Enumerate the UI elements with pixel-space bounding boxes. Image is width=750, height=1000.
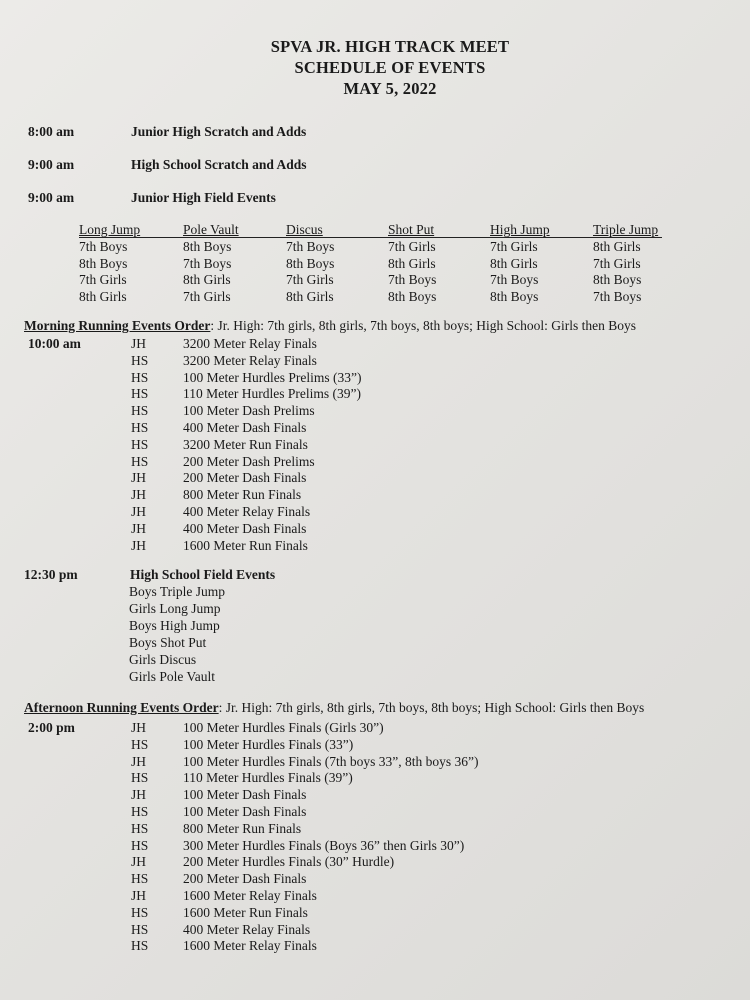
field-group: 7th Boys [79, 238, 128, 254]
event-row [0, 504, 750, 521]
event-row [0, 454, 750, 471]
field-group: 7th Girls [490, 238, 538, 254]
field-group: 8th Girls [286, 289, 334, 305]
field-group: 7th Girls [388, 238, 436, 254]
field-group: 7th Girls [593, 255, 641, 271]
start-time: 2:00 pm [28, 720, 75, 735]
event-row [0, 737, 750, 754]
event-name: 200 Meter Hurdles Finals (30” Hurdle) [183, 854, 395, 870]
hs-field-time: 12:30 pm [24, 567, 78, 582]
event-name: 110 Meter Hurdles Finals (39”) [183, 770, 353, 786]
event-name: 100 Meter Dash Finals [183, 787, 307, 803]
event-name: 100 Meter Dash Prelims [183, 403, 315, 419]
event-name: 3200 Meter Run Finals [183, 436, 308, 452]
field-group: 8th Girls [388, 255, 436, 271]
event-name: 3200 Meter Relay Finals [183, 336, 317, 351]
morning-events [0, 336, 750, 554]
field-column [593, 222, 658, 306]
event-name: 400 Meter Dash Finals [183, 520, 307, 536]
event-row [0, 521, 750, 538]
event-name: 100 Meter Hurdles Finals (33”) [183, 736, 354, 752]
list-item: Boys Shot Put [129, 634, 207, 650]
event-level: HS [131, 369, 149, 385]
schedule-description: Junior High Scratch and Adds [131, 124, 307, 139]
field-group: 8th Girls [183, 272, 231, 288]
field-group: 7th Girls [183, 289, 231, 305]
field-column [183, 222, 239, 306]
event-row [0, 754, 750, 771]
event-row [0, 838, 750, 855]
event-level: JH [131, 336, 147, 351]
event-name: 110 Meter Hurdles Prelims (39”) [183, 386, 361, 402]
field-group: 7th Boys [593, 289, 642, 305]
event-name: 400 Meter Dash Finals [183, 419, 307, 435]
event-name: 100 Meter Dash Finals [183, 803, 307, 819]
event-level: HS [131, 419, 149, 435]
event-row [0, 437, 750, 454]
event-level: HS [131, 736, 149, 752]
schedule-description: Junior High Field Events [131, 190, 276, 205]
field-column [388, 222, 436, 306]
afternoon-order-label: Afternoon Running Events Order [24, 700, 219, 715]
hs-field-heading: High School Field Events [130, 567, 276, 582]
field-group: 7th Boys [286, 238, 335, 254]
event-row [0, 871, 750, 888]
field-event-name: High Jump [490, 222, 550, 237]
event-name: 1600 Meter Run Finals [183, 904, 308, 920]
event-row [0, 353, 750, 370]
event-level: HS [131, 921, 149, 937]
event-level: JH [131, 520, 147, 536]
event-name: 1600 Meter Relay Finals [183, 887, 317, 903]
schedule-title: SCHEDULE OF EVENTS [294, 58, 486, 77]
event-level: JH [131, 753, 147, 769]
event-level: HS [131, 453, 149, 469]
schedule-time: 9:00 am [28, 190, 75, 205]
event-level: HS [131, 386, 149, 402]
event-name: 100 Meter Hurdles Finals (7th boys 33”, 8th boys 36”) [183, 753, 479, 769]
event-level: HS [131, 803, 149, 819]
event-level: HS [131, 820, 149, 836]
field-group: 8th Girls [79, 289, 127, 305]
field-group: 8th Boys [388, 289, 437, 305]
event-name: 200 Meter Dash Finals [183, 871, 307, 887]
event-name: 1600 Meter Run Finals [183, 537, 308, 553]
event-row [0, 922, 750, 939]
event-level: JH [131, 537, 147, 553]
event-level: JH [131, 720, 147, 735]
event-name: 800 Meter Run Finals [183, 487, 302, 503]
field-group: 8th Boys [183, 238, 232, 254]
event-level: HS [131, 871, 149, 887]
event-level: HS [131, 352, 149, 368]
field-group: 8th Girls [593, 238, 641, 254]
meet-date: MAY 5, 2022 [343, 79, 437, 98]
event-level: JH [131, 887, 147, 903]
document-header [0, 36, 750, 99]
afternoon-order-text: : Jr. High: 7th girls, 8th girls, 7th boys, 8th boys; High School: Girls then Boys [218, 700, 645, 715]
event-row [0, 386, 750, 403]
event-row [0, 370, 750, 387]
event-row [0, 888, 750, 905]
field-event-name: Triple Jump [593, 222, 659, 237]
event-name: 3200 Meter Relay Finals [183, 352, 317, 368]
meet-title: SPVA JR. HIGH TRACK MEET [270, 37, 510, 56]
field-group: 7th Girls [286, 272, 334, 288]
event-name: 100 Meter Hurdles Finals (Girls 30”) [183, 720, 384, 735]
event-name: 200 Meter Dash Finals [183, 470, 307, 486]
event-level: HS [131, 770, 149, 786]
afternoon-order-line [24, 700, 644, 716]
field-column [79, 222, 140, 306]
field-event-name: Discus [286, 222, 323, 237]
event-name: 300 Meter Hurdles Finals (Boys 36” then Girls 30”) [183, 837, 465, 853]
field-group: 8th Girls [490, 255, 538, 271]
event-row [0, 470, 750, 487]
field-group: 8th Boys [286, 255, 335, 271]
event-name: 100 Meter Hurdles Prelims (33”) [183, 369, 362, 385]
morning-order-line [24, 318, 636, 334]
event-row [0, 770, 750, 787]
event-row [0, 804, 750, 821]
list-item: Girls Long Jump [129, 600, 221, 616]
event-name: 400 Meter Relay Finals [183, 921, 311, 937]
morning-order-label: Morning Running Events Order [24, 318, 211, 333]
hs-field-list [129, 584, 225, 685]
event-row [0, 538, 750, 555]
event-level: HS [131, 837, 149, 853]
event-name: 1600 Meter Relay Finals [183, 938, 317, 954]
field-event-name: Shot Put [388, 222, 435, 237]
header-rule [79, 237, 662, 238]
event-row [0, 336, 750, 353]
event-level: JH [131, 470, 147, 486]
field-group: 7th Boys [388, 272, 437, 288]
event-row [0, 420, 750, 437]
event-level: JH [131, 787, 147, 803]
event-row [0, 720, 750, 737]
schedule-time: 9:00 am [28, 157, 75, 172]
schedule-description: High School Scratch and Adds [131, 157, 307, 172]
field-group: 7th Girls [79, 272, 127, 288]
event-level: HS [131, 904, 149, 920]
event-level: HS [131, 938, 149, 954]
event-row [0, 821, 750, 838]
list-item: Girls Discus [129, 651, 197, 667]
jh-field-events-table [79, 222, 664, 307]
field-event-name: Long Jump [79, 222, 141, 237]
field-group: 8th Boys [593, 272, 642, 288]
event-row [0, 403, 750, 420]
field-column [286, 222, 334, 306]
field-group: 8th Boys [79, 255, 128, 271]
field-column [490, 222, 550, 306]
event-level: HS [131, 403, 149, 419]
event-level: JH [131, 503, 147, 519]
field-group: 7th Boys [490, 272, 539, 288]
event-row [0, 905, 750, 922]
event-row [0, 854, 750, 871]
event-name: 800 Meter Run Finals [183, 820, 302, 836]
morning-order-text: : Jr. High: 7th girls, 8th girls, 7th boys, 8th boys; High School: Girls then Boys [210, 318, 637, 333]
field-group: 7th Boys [183, 255, 232, 271]
list-item: Boys Triple Jump [129, 584, 226, 599]
list-item: Boys High Jump [129, 617, 220, 633]
event-name: 400 Meter Relay Finals [183, 503, 311, 519]
afternoon-events [0, 720, 750, 955]
event-level: JH [131, 854, 147, 870]
event-row [0, 787, 750, 804]
list-item: Girls Pole Vault [129, 668, 216, 684]
start-time: 10:00 am [28, 336, 81, 351]
event-level: HS [131, 436, 149, 452]
field-event-name: Pole Vault [183, 222, 239, 237]
event-row [0, 938, 750, 955]
field-group: 8th Boys [490, 289, 539, 305]
event-name: 200 Meter Dash Prelims [183, 453, 315, 469]
event-level: JH [131, 487, 147, 503]
schedule-time: 8:00 am [28, 124, 75, 139]
event-row [0, 487, 750, 504]
